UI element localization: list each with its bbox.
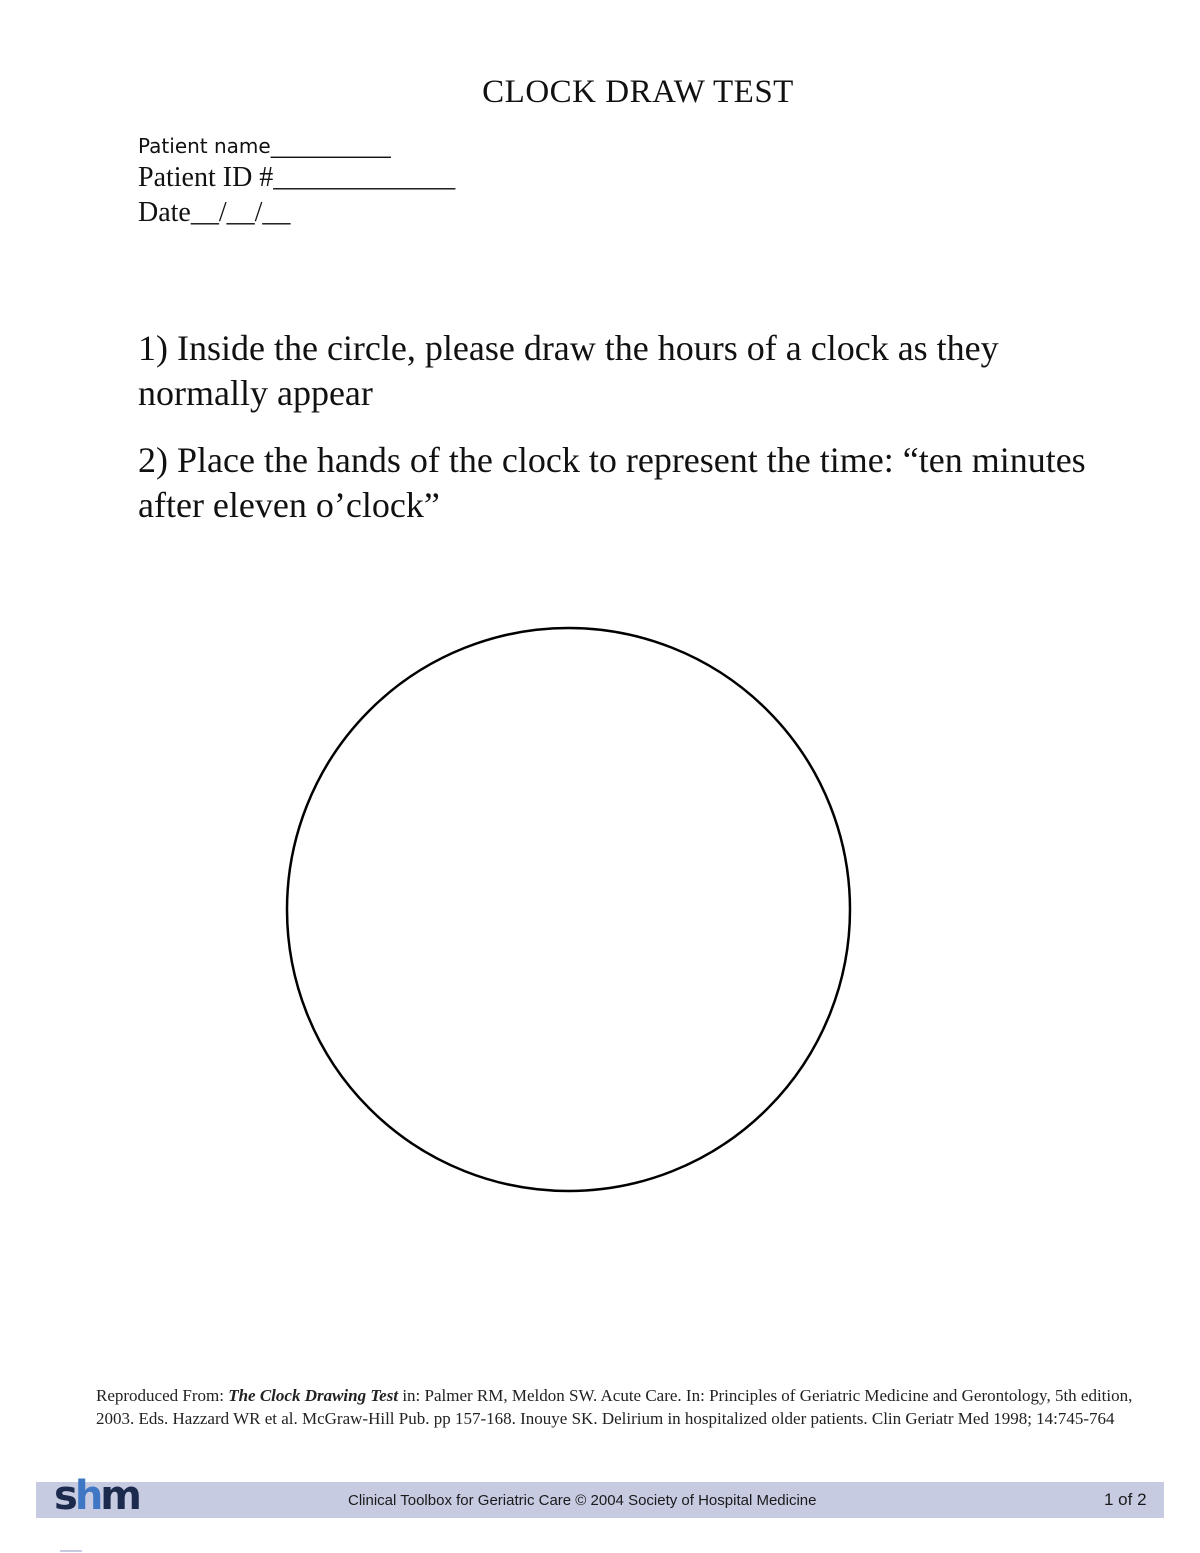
date-field: Date__/__/__ xyxy=(138,197,291,228)
shm-logo: shm xyxy=(54,1473,139,1519)
citation-rest: in: Palmer RM, Meldon SW. Acute Care. In: Principles of Geriatric Medicine and Gerontology, 5th edition, 2003. Eds. Hazzard WR et al. McGraw-Hill Pub. pp 157-168. Inouye SK. Delirium in hospitalized older patients. Clin Geriatr Med 1998; 14:745-764 xyxy=(96,1386,1133,1428)
citation xyxy=(96,1384,1146,1430)
page-title: CLOCK DRAW TEST xyxy=(482,74,794,110)
instruction-2: 2) Place the hands of the clock to represent the time: “ten minutes after eleven o’clock” xyxy=(138,440,1086,525)
instruction-1: 1) Inside the circle, please draw the hours of a clock as they normally appear xyxy=(138,328,999,413)
divider xyxy=(60,1550,82,1552)
patient-id-field: Patient ID #_____________ xyxy=(138,162,456,193)
page-number: 1 of 2 xyxy=(1104,1490,1147,1509)
citation-emphasis: The Clock Drawing Test xyxy=(228,1386,399,1405)
citation-prefix: Reproduced From: xyxy=(96,1386,229,1405)
footer-text: Clinical Toolbox for Geriatric Care © 2004 Society of Hospital Medicine xyxy=(348,1492,817,1509)
patient-fields xyxy=(138,136,455,234)
patient-name-field: Patient name____________ xyxy=(138,134,391,158)
instructions xyxy=(138,326,1098,550)
clock-drawing-circle xyxy=(285,626,852,1193)
